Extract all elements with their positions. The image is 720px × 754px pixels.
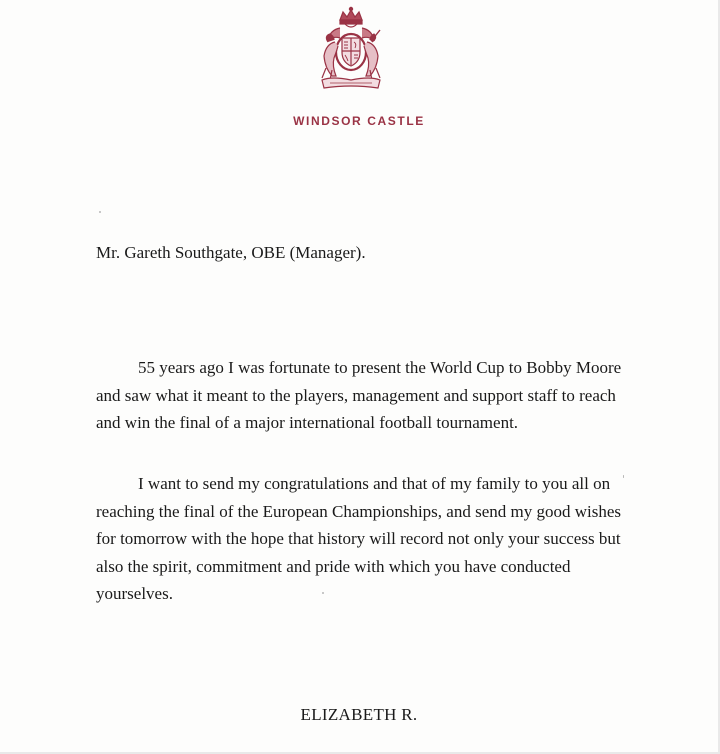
paragraph-line: 55 years ago I was fortunate to present the World Cup to Bobby Moore (138, 358, 622, 377)
paper-speck (99, 211, 101, 213)
paper-speck (623, 475, 624, 478)
paragraph-line: I want to send my congratulations and that of my family to you all on (138, 474, 611, 493)
royal-coat-of-arms-icon (312, 6, 390, 92)
letter-paragraph-1 (96, 354, 622, 437)
letter-paragraph-2 (96, 470, 621, 608)
paper-speck (322, 592, 324, 594)
paragraph-line: for tomorrow with the hope that history will record not only your success but (96, 529, 621, 548)
paragraph-line: reaching the final of the European Championships, and send my good wishes (96, 501, 621, 521)
letterhead-title: WINDSOR CASTLE (293, 114, 425, 128)
paragraph-line: yourselves. (96, 584, 173, 603)
signature: ELIZABETH R. (300, 705, 418, 724)
paragraph-line: also the spirit, commitment and pride with which you have conducted (96, 556, 571, 576)
addressee-line: Mr. Gareth Southgate, OBE (Manager). (96, 243, 366, 262)
paragraph-line: and win the final of a major international football tournament. (96, 413, 519, 432)
paragraph-line: and saw what it meant to the players, management and support staff to reach (96, 385, 616, 405)
